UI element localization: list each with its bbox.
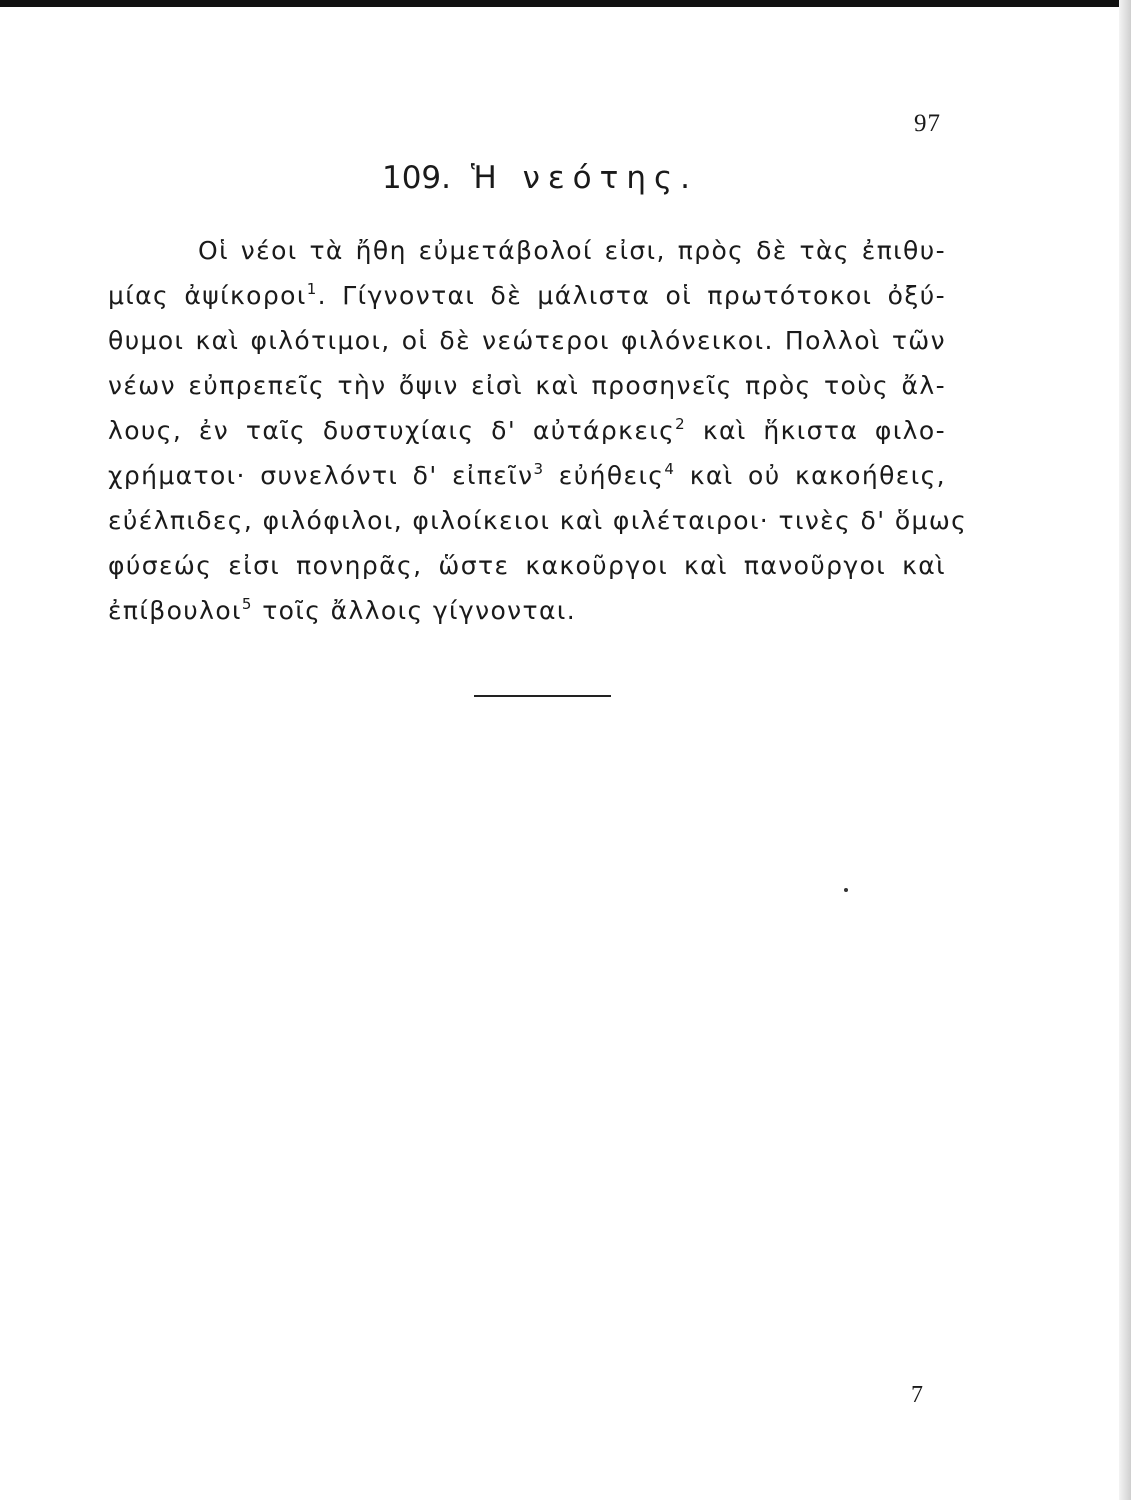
text-line: μίας ἀψίκοροι$^1$. Γίγνονται δὲ μάλιστα οἱ πρωτότοκοι ὀξύ-: [108, 280, 947, 310]
text-line: ἐπίβουλοι$^5$ τοῖς ἄλλοις γίγνονται.: [108, 595, 577, 625]
text-line: νέων εὐπρεπεῖς τὴν ὄψιν εἰσὶ καὶ προσηνεῖς πρὸς τοὺς ἄλ-: [108, 371, 946, 400]
text-line: φύσεώς εἰσι πονηρᾶς, ὥστε κακοῦργοι καὶ πανοῦργοι καὶ: [108, 551, 946, 580]
chapter-title: [0, 160, 1080, 196]
chapter-heading: Ἡ νεότης.: [470, 160, 699, 196]
footnote-marker: 5: [241, 595, 253, 613]
page-edge-shadow: [1119, 0, 1131, 1500]
page-top-border: [0, 0, 1131, 7]
footnote-marker: 3: [533, 460, 545, 478]
footnote-marker: 1: [306, 280, 318, 298]
section-end-rule: [474, 695, 611, 697]
text-line: χρήματοι· συνελόντι δ' εἰπεῖν$^3$ εὐήθεις$^4$ καὶ οὐ κακοήθεις,: [108, 460, 946, 490]
text-line: εὐέλπιδες, φιλόφιλοι, φιλοίκειοι καὶ φιλέταιροι· τινὲς δ' ὅμως: [108, 506, 968, 535]
footnote-marker: 2: [675, 415, 687, 433]
body-paragraph: [108, 228, 968, 633]
text-line: Οἱ νέοι τὰ ἤθη εὐμετάβολοί εἰσι, πρὸς δὲ τὰς ἐπιθυ-: [198, 236, 946, 265]
text-line: θυμοι καὶ φιλότιμοι, οἱ δὲ νεώτεροι φιλόνεικοι. Πολλοὶ τῶν: [108, 326, 946, 355]
signature-mark: 7: [911, 1382, 923, 1408]
page-number: 97: [914, 110, 941, 137]
chapter-number: 109.: [381, 160, 451, 196]
footnote-marker: 4: [664, 460, 676, 478]
text-line: λους, ἐν ταῖς δυστυχίαις δ' αὐτάρκεις$^2$ καὶ ἥκιστα φιλο-: [108, 415, 946, 445]
paper-speck: [844, 888, 848, 892]
